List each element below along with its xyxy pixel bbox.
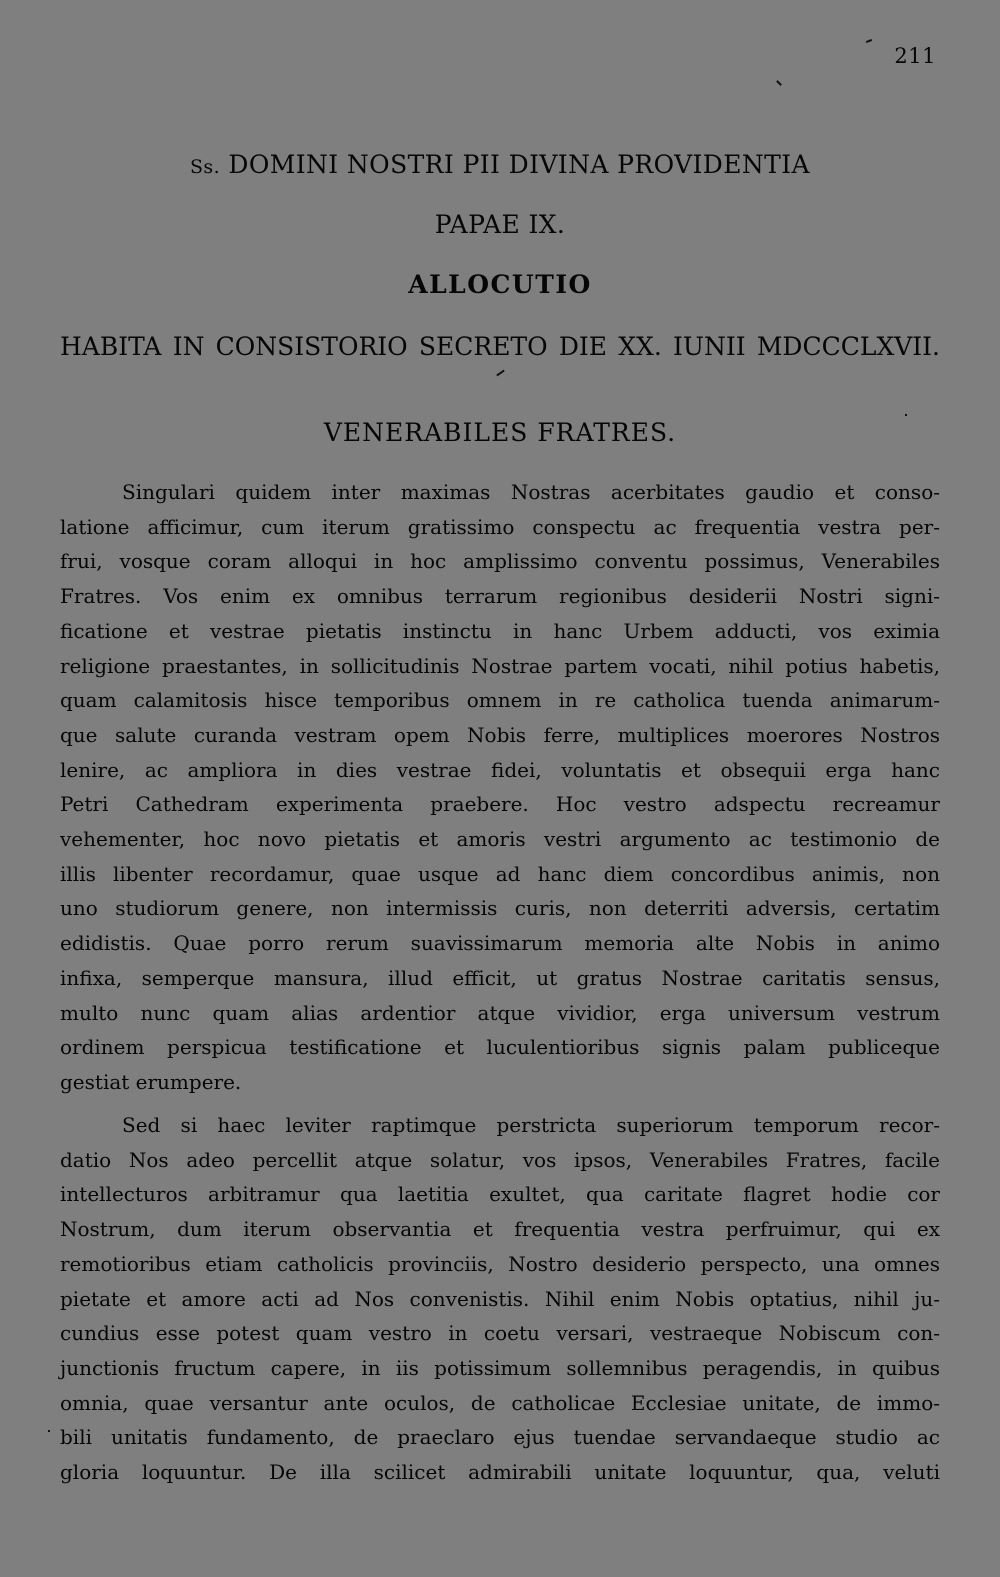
scan-speck: [905, 414, 907, 416]
text-line: bili unitatis fundamento, de praeclaro ejus tuendae servandaeque studio ac: [60, 1425, 940, 1450]
text-line: ordinem perspicua testificatione et luculentioribus signis palam publiceque: [60, 1035, 940, 1060]
text-line: intellecturos arbitramur qua laetitia exultet, qua caritate flagret hodie cor: [60, 1182, 940, 1207]
text-line: remotioribus etiam catholicis provinciis, Nostro desiderio perspecto, una omnes: [60, 1251, 940, 1276]
text-line: cundius esse potest quam vestro in coetu versari, vestraeque Nobiscum con-: [60, 1321, 940, 1346]
text-line: que salute curanda vestram opem Nobis ferre, multiplices moerores Nostros: [60, 722, 940, 747]
text-line: vehementer, hoc novo pietatis et amoris vestri argumento ac testimonio de: [60, 827, 940, 852]
text-line: multo nunc quam alias ardentior atque vividior, erga universum vestrum: [60, 1000, 940, 1025]
text-line: latione afficimur, cum iterum gratissimo conspectu ac frequentia vestra per-: [60, 514, 940, 539]
scan-speck: [866, 39, 872, 43]
scan-speck: [496, 370, 505, 377]
text-line: ficatione et vestrae pietatis instinctu in hanc Urbem adducti, vos eximia: [60, 618, 940, 643]
text-line: datio Nos adeo percellit atque solatur, vos ipsos, Venerabiles Fratres, facile: [60, 1147, 940, 1172]
text-line: illis libenter recordamur, quae usque ad hanc diem concordibus animis, non: [60, 861, 940, 886]
document-title: ALLOCUTIO: [408, 270, 592, 299]
text-line: gestiat erumpere.: [60, 1069, 242, 1094]
text-line: Sed si haec leviter raptimque perstricta superiorum temporum recor-: [122, 1113, 940, 1137]
heading-line-2: PAPAE IX.: [434, 210, 566, 239]
text-line: Nostrum, dum iterum observantia et frequentia vestra perfruimur, qui ex: [60, 1217, 940, 1242]
salutation: VENERABILES FRATRES.: [323, 418, 677, 447]
text-line: edidistis. Quae porro rerum suavissimarum memoria alte Nobis in animo: [60, 931, 940, 956]
text-line: junctionis fructum capere, in iis potissimum sollemnibus peragendis, in quibus: [60, 1355, 940, 1380]
paragraph-1: [60, 475, 940, 1100]
text-line: uno studiorum genere, non intermissis curis, non deterriti adversis, certatim: [60, 896, 940, 921]
heading-line-1: [0, 150, 1000, 179]
text-line: pietate et amore acti ad Nos convenistis. Nihil enim Nobis optatius, nihil ju-: [60, 1286, 940, 1311]
scan-speck: [48, 1430, 50, 1432]
heading-line-1-text: DOMINI NOSTRI PII DIVINA PROVIDENTIA: [228, 150, 810, 179]
heading-line-4: HABITA IN CONSISTORIO SECRETO DIE XX. IUNII MDCCCLXVII.: [60, 332, 940, 361]
text-line: Singulari quidem inter maximas Nostras acerbitates gaudio et conso-: [122, 480, 940, 504]
page-number: 211: [894, 44, 936, 68]
paragraph-2: [60, 1108, 940, 1490]
text-line: religione praestantes, in sollicitudinis Nostrae partem vocati, nihil potius habetis,: [60, 653, 940, 678]
text-line: quam calamitosis hisce temporibus omnem in re catholica tuenda animarum-: [60, 688, 940, 713]
text-line: Fratres. Vos enim ex omnibus terrarum regionibus desiderii Nostri signi-: [60, 584, 940, 609]
text-line: Petri Cathedram experimenta praebere. Hoc vestro adspectu recreamur: [60, 792, 940, 817]
text-line: infixa, semperque mansura, illud efficit, ut gratus Nostrae caritatis sensus,: [60, 965, 940, 990]
scan-speck: [776, 80, 782, 86]
text-line: omnia, quae versantur ante oculos, de catholicae Ecclesiae unitate, de immo-: [60, 1390, 940, 1415]
heading-prefix: Ss.: [190, 156, 221, 178]
text-line: lenire, ac ampliora in dies vestrae fidei, voluntatis et obsequii erga hanc: [60, 757, 940, 782]
text-line: gloria loquuntur. De illa scilicet admirabili unitate loquuntur, qua, veluti: [60, 1460, 940, 1485]
text-line: frui, vosque coram alloqui in hoc amplissimo conventu possimus, Venerabiles: [60, 549, 940, 574]
